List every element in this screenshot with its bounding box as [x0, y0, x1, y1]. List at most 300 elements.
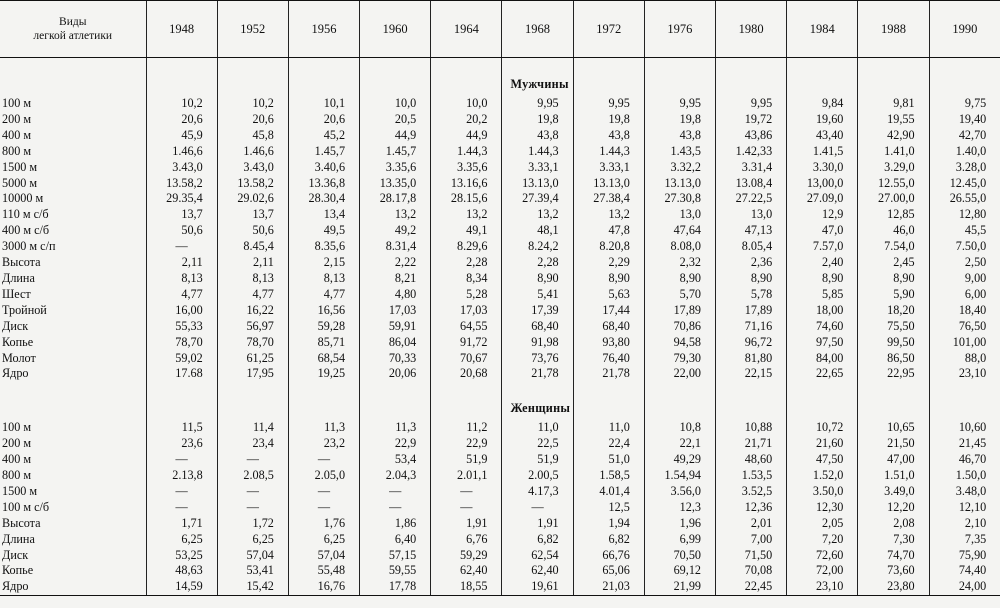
record-value-cell: 22,4 — [573, 436, 644, 452]
record-value-cell: 19,72 — [716, 112, 787, 128]
record-value-cell: 74,40 — [929, 563, 1000, 579]
spacer-row — [0, 382, 1000, 396]
record-value-cell: 18,20 — [858, 303, 929, 319]
record-value-cell: 13.35,0 — [360, 176, 431, 192]
record-value-cell: 47,0 — [787, 223, 858, 239]
record-value-cell: 7.50,0 — [929, 239, 1000, 255]
record-value-cell: 46,0 — [858, 223, 929, 239]
record-value-cell: — — [146, 452, 217, 468]
event-name-cell: 800 м — [2, 143, 32, 158]
record-value-cell: 2.05,0 — [288, 468, 359, 484]
record-value-cell: 17,89 — [644, 303, 715, 319]
year-column-header: 1972 — [573, 1, 644, 58]
record-value-cell: 75,90 — [929, 548, 1000, 564]
record-value-cell: 46,70 — [929, 452, 1000, 468]
record-value-cell: 21,78 — [502, 366, 573, 382]
table-row — [0, 319, 1000, 335]
record-value-cell: 19,8 — [644, 112, 715, 128]
record-value-cell: — — [502, 500, 573, 516]
table-row — [0, 351, 1000, 367]
year-column-header: 1952 — [217, 1, 288, 58]
record-value-cell: 1.51,0 — [858, 468, 929, 484]
table-row — [0, 500, 1000, 516]
record-value-cell: 8,90 — [787, 271, 858, 287]
record-value-cell: 7,00 — [716, 532, 787, 548]
spacer-cell — [644, 382, 715, 396]
record-value-cell: 1,72 — [217, 516, 288, 532]
record-value-cell: 49,5 — [288, 223, 359, 239]
record-value-cell: 11,5 — [146, 420, 217, 436]
section-cell — [573, 72, 644, 96]
record-value-cell: 59,29 — [431, 548, 502, 564]
record-value-cell: 12,36 — [716, 500, 787, 516]
record-value-cell: 22,5 — [502, 436, 573, 452]
record-value-cell: 85,71 — [288, 335, 359, 351]
record-value-cell: 9,00 — [929, 271, 1000, 287]
record-value-cell: 10,60 — [929, 420, 1000, 436]
record-value-cell: 51,9 — [431, 452, 502, 468]
record-value-cell: 3.33,1 — [573, 160, 644, 176]
record-value-cell: — — [146, 484, 217, 500]
record-value-cell: 10,8 — [644, 420, 715, 436]
record-value-cell: 72,00 — [787, 563, 858, 579]
year-column-header: 1948 — [146, 1, 217, 58]
record-value-cell: 99,50 — [858, 335, 929, 351]
record-value-cell: 68,54 — [288, 351, 359, 367]
table-row — [0, 144, 1000, 160]
record-value-cell: 7.57,0 — [787, 239, 858, 255]
record-value-cell: 13,0 — [716, 207, 787, 223]
record-value-cell: 3.56,0 — [644, 484, 715, 500]
table-row — [0, 420, 1000, 436]
record-value-cell: 2,08 — [858, 516, 929, 532]
spacer-cell — [360, 382, 431, 396]
record-value-cell: 19,40 — [929, 112, 1000, 128]
record-value-cell: 43,86 — [716, 128, 787, 144]
record-value-cell: 68,40 — [502, 319, 573, 335]
record-value-cell: 12,3 — [644, 500, 715, 516]
record-value-cell: 45,9 — [146, 128, 217, 144]
record-value-cell: 4,80 — [360, 287, 431, 303]
record-value-cell: 13,2 — [360, 207, 431, 223]
record-value-cell: 22,95 — [858, 366, 929, 382]
year-column-header: 1980 — [716, 1, 787, 58]
record-value-cell: 22,45 — [716, 579, 787, 595]
record-value-cell: 1,86 — [360, 516, 431, 532]
record-value-cell: 9,95 — [644, 96, 715, 112]
record-value-cell: 2,29 — [573, 255, 644, 271]
record-value-cell: 27.30,8 — [644, 191, 715, 207]
record-value-cell: 57,04 — [288, 548, 359, 564]
event-name-cell: Шест — [2, 286, 31, 301]
record-value-cell: 8,90 — [502, 271, 573, 287]
record-value-cell: 45,8 — [217, 128, 288, 144]
record-value-cell: 13,2 — [431, 207, 502, 223]
record-value-cell: 47,64 — [644, 223, 715, 239]
record-value-cell: 47,8 — [573, 223, 644, 239]
record-value-cell: 73,76 — [502, 351, 573, 367]
record-value-cell: 17,89 — [716, 303, 787, 319]
record-value-cell: 44,9 — [360, 128, 431, 144]
record-value-cell: 6,00 — [929, 287, 1000, 303]
record-value-cell: 1,71 — [146, 516, 217, 532]
record-value-cell: 6,25 — [288, 532, 359, 548]
spacer-cell — [360, 58, 431, 73]
record-value-cell: 13.13,0 — [502, 176, 573, 192]
record-value-cell: 1.41,0 — [858, 144, 929, 160]
record-value-cell: — — [217, 500, 288, 516]
record-value-cell: 5,70 — [644, 287, 715, 303]
record-value-cell: 1,76 — [288, 516, 359, 532]
record-value-cell: — — [431, 484, 502, 500]
record-value-cell: 74,70 — [858, 548, 929, 564]
record-value-cell: 1.41,5 — [787, 144, 858, 160]
record-value-cell: 2,15 — [288, 255, 359, 271]
record-value-cell: 7.54,0 — [858, 239, 929, 255]
record-value-cell: 10,1 — [288, 96, 359, 112]
spacer-cell — [787, 58, 858, 73]
section-cell — [146, 72, 217, 96]
event-name-cell: 1500 м — [2, 483, 38, 498]
record-value-cell: 17,39 — [502, 303, 573, 319]
record-value-cell: 2,11 — [217, 255, 288, 271]
spacer-cell — [858, 58, 929, 73]
record-value-cell: 62,40 — [431, 563, 502, 579]
year-column-header: 1960 — [360, 1, 431, 58]
record-value-cell: 10,65 — [858, 420, 929, 436]
record-value-cell: 1.45,7 — [288, 144, 359, 160]
spacer-cell — [146, 58, 217, 73]
event-name-cell: 10000 м — [2, 191, 44, 206]
record-value-cell: 21,03 — [573, 579, 644, 595]
record-value-cell: 1.45,7 — [360, 144, 431, 160]
record-value-cell: 20,6 — [217, 112, 288, 128]
record-value-cell: 13,0 — [644, 207, 715, 223]
record-value-cell: 13,4 — [288, 207, 359, 223]
record-value-cell: 6,82 — [502, 532, 573, 548]
record-value-cell: 2,01 — [716, 516, 787, 532]
record-value-cell: 13.36,8 — [288, 176, 359, 192]
spacer-cell — [288, 58, 359, 73]
table-row — [0, 335, 1000, 351]
record-value-cell: 22,65 — [787, 366, 858, 382]
event-name-cell: 100 м — [2, 420, 32, 435]
table-row — [0, 579, 1000, 595]
record-value-cell: 4.01,4 — [573, 484, 644, 500]
record-value-cell: 3.32,2 — [644, 160, 715, 176]
record-value-cell: 17,95 — [217, 366, 288, 382]
record-value-cell: 2,05 — [787, 516, 858, 532]
record-value-cell: 1.50,0 — [929, 468, 1000, 484]
record-value-cell: 59,02 — [146, 351, 217, 367]
record-value-cell: 17,44 — [573, 303, 644, 319]
event-name-cell: Молот — [2, 350, 36, 365]
record-value-cell: 17,78 — [360, 579, 431, 595]
record-value-cell: 1.44,3 — [502, 144, 573, 160]
record-value-cell: 8,13 — [146, 271, 217, 287]
record-value-cell: 2.01,1 — [431, 468, 502, 484]
section-cell — [0, 396, 146, 420]
record-value-cell: 23,10 — [787, 579, 858, 595]
record-value-cell: 45,5 — [929, 223, 1000, 239]
record-value-cell: 3.40,6 — [288, 160, 359, 176]
table-body — [0, 58, 1000, 596]
record-value-cell: 9,95 — [573, 96, 644, 112]
record-value-cell: 1.43,5 — [644, 144, 715, 160]
record-value-cell: 8.31,4 — [360, 239, 431, 255]
record-value-cell: 28.17,8 — [360, 191, 431, 207]
table-row — [0, 287, 1000, 303]
record-value-cell: 1.40,0 — [929, 144, 1000, 160]
record-value-cell: — — [431, 500, 502, 516]
record-value-cell: 59,28 — [288, 319, 359, 335]
record-value-cell: 8,13 — [217, 271, 288, 287]
record-value-cell: — — [288, 452, 359, 468]
table-row — [0, 484, 1000, 500]
record-value-cell: 6,76 — [431, 532, 502, 548]
record-value-cell: 16,00 — [146, 303, 217, 319]
record-value-cell: 19,8 — [502, 112, 573, 128]
event-name-cell: 400 м — [2, 452, 32, 467]
section-cell — [929, 72, 1000, 96]
record-value-cell: 69,12 — [644, 563, 715, 579]
record-value-cell: 57,15 — [360, 548, 431, 564]
record-value-cell: 2.08,5 — [217, 468, 288, 484]
spacer-cell — [858, 382, 929, 396]
table-row — [0, 176, 1000, 192]
record-value-cell: 19,61 — [502, 579, 573, 595]
table-row — [0, 112, 1000, 128]
record-value-cell: 11,4 — [217, 420, 288, 436]
record-value-cell: 20,2 — [431, 112, 502, 128]
record-value-cell: 71,16 — [716, 319, 787, 335]
spacer-cell — [288, 382, 359, 396]
record-value-cell: 21,50 — [858, 436, 929, 452]
record-value-cell: 8,90 — [858, 271, 929, 287]
spacer-cell — [716, 58, 787, 73]
table-row — [0, 436, 1000, 452]
record-value-cell: 4,77 — [217, 287, 288, 303]
record-value-cell: 2,36 — [716, 255, 787, 271]
record-value-cell: 8,13 — [288, 271, 359, 287]
event-name-cell: 3000 м с/п — [2, 239, 56, 254]
record-value-cell: 1.46,6 — [146, 144, 217, 160]
record-value-cell: 21,78 — [573, 366, 644, 382]
record-value-cell: 5,41 — [502, 287, 573, 303]
record-value-cell: 27.39,4 — [502, 191, 573, 207]
record-value-cell: 1,94 — [573, 516, 644, 532]
section-cell — [716, 396, 787, 420]
record-value-cell: 10,2 — [217, 96, 288, 112]
record-value-cell: 43,8 — [573, 128, 644, 144]
record-value-cell: 13.08,4 — [716, 176, 787, 192]
record-value-cell: 75,50 — [858, 319, 929, 335]
event-name-cell: 400 м — [2, 127, 32, 142]
section-title: Мужчины — [510, 77, 569, 91]
record-value-cell: 20,6 — [288, 112, 359, 128]
spacer-cell — [929, 58, 1000, 73]
table-row — [0, 191, 1000, 207]
section-cell — [716, 72, 787, 96]
table-row — [0, 468, 1000, 484]
section-cell — [787, 72, 858, 96]
record-value-cell: 18,00 — [787, 303, 858, 319]
record-value-cell: 12,20 — [858, 500, 929, 516]
record-value-cell: 26.55,0 — [929, 191, 1000, 207]
record-value-cell: 23,80 — [858, 579, 929, 595]
section-cell — [431, 72, 502, 96]
event-name-cell: Ядро — [2, 366, 29, 381]
record-value-cell: 71,50 — [716, 548, 787, 564]
section-cell — [146, 396, 217, 420]
record-value-cell: 1.53,5 — [716, 468, 787, 484]
record-value-cell: 3.28,0 — [929, 160, 1000, 176]
record-value-cell: 8,90 — [573, 271, 644, 287]
record-value-cell: 3.35,6 — [431, 160, 502, 176]
record-value-cell: 78,70 — [217, 335, 288, 351]
record-value-cell: 12,5 — [573, 500, 644, 516]
section-cell — [431, 396, 502, 420]
record-value-cell: 70,33 — [360, 351, 431, 367]
record-value-cell: 53,4 — [360, 452, 431, 468]
record-value-cell: 4,77 — [146, 287, 217, 303]
record-value-cell: 2.00,5 — [502, 468, 573, 484]
record-value-cell: 12,80 — [929, 207, 1000, 223]
record-value-cell: 49,2 — [360, 223, 431, 239]
record-value-cell: 22,00 — [644, 366, 715, 382]
record-value-cell: 8,90 — [716, 271, 787, 287]
record-value-cell: 1.44,3 — [573, 144, 644, 160]
record-value-cell: 10,0 — [360, 96, 431, 112]
record-value-cell: 49,29 — [644, 452, 715, 468]
record-value-cell: 70,86 — [644, 319, 715, 335]
section-cell — [644, 396, 715, 420]
record-value-cell: 70,50 — [644, 548, 715, 564]
record-value-cell: 1,91 — [502, 516, 573, 532]
record-value-cell: 29.35,4 — [146, 191, 217, 207]
table-row — [0, 516, 1000, 532]
section-cell — [217, 72, 288, 96]
header-row — [0, 1, 1000, 58]
record-value-cell: 11,0 — [502, 420, 573, 436]
record-value-cell: 7,20 — [787, 532, 858, 548]
record-value-cell: 59,55 — [360, 563, 431, 579]
event-name-cell: 100 м — [2, 96, 32, 110]
record-value-cell: 5,63 — [573, 287, 644, 303]
record-value-cell: 62,54 — [502, 548, 573, 564]
record-value-cell: 20,6 — [146, 112, 217, 128]
section-cell — [644, 72, 715, 96]
record-value-cell: 55,48 — [288, 563, 359, 579]
record-value-cell: 3.35,6 — [360, 160, 431, 176]
record-value-cell: 20,06 — [360, 366, 431, 382]
record-value-cell: 17,03 — [431, 303, 502, 319]
record-value-cell: 2,11 — [146, 255, 217, 271]
record-value-cell: 5,78 — [716, 287, 787, 303]
record-value-cell: 81,80 — [716, 351, 787, 367]
record-value-cell: 64,55 — [431, 319, 502, 335]
record-value-cell: 27.22,5 — [716, 191, 787, 207]
record-value-cell: 70,08 — [716, 563, 787, 579]
section-cell — [573, 396, 644, 420]
record-value-cell: 18,40 — [929, 303, 1000, 319]
record-value-cell: — — [146, 500, 217, 516]
record-value-cell: 43,40 — [787, 128, 858, 144]
event-name-cell: 200 м — [2, 111, 32, 126]
record-value-cell: 1.58,5 — [573, 468, 644, 484]
spacer-cell — [716, 382, 787, 396]
record-value-cell: 94,58 — [644, 335, 715, 351]
record-value-cell: 12,10 — [929, 500, 1000, 516]
record-value-cell: 27.00,0 — [858, 191, 929, 207]
record-value-cell: 3.49,0 — [858, 484, 929, 500]
record-value-cell: 53,25 — [146, 548, 217, 564]
record-value-cell: 3.31,4 — [716, 160, 787, 176]
section-cell — [217, 396, 288, 420]
record-value-cell: 6,82 — [573, 532, 644, 548]
event-name-cell: 110 м с/б — [2, 207, 49, 222]
record-value-cell: 76,50 — [929, 319, 1000, 335]
record-value-cell: 19,55 — [858, 112, 929, 128]
spacer-cell — [0, 382, 146, 396]
spacer-cell — [431, 58, 502, 73]
year-column-header: 1988 — [858, 1, 929, 58]
record-value-cell: — — [288, 500, 359, 516]
event-name-cell: Высота — [2, 255, 41, 270]
record-value-cell: 2,28 — [502, 255, 573, 271]
record-value-cell: 16,56 — [288, 303, 359, 319]
event-name-cell: Длина — [2, 270, 35, 285]
spacer-cell — [644, 58, 715, 73]
record-value-cell: 61,25 — [217, 351, 288, 367]
event-name-cell: Высота — [2, 515, 41, 530]
record-value-cell: 86,50 — [858, 351, 929, 367]
record-value-cell: 22,9 — [431, 436, 502, 452]
record-value-cell: — — [217, 484, 288, 500]
section-cell — [288, 72, 359, 96]
record-value-cell: 10,88 — [716, 420, 787, 436]
record-value-cell: 23,10 — [929, 366, 1000, 382]
record-value-cell: 27.09,0 — [787, 191, 858, 207]
record-value-cell: 45,2 — [288, 128, 359, 144]
record-value-cell: 21,71 — [716, 436, 787, 452]
record-value-cell: 13,7 — [217, 207, 288, 223]
record-value-cell: 11,0 — [573, 420, 644, 436]
spacer-cell — [217, 382, 288, 396]
event-name-cell: Копье — [2, 334, 34, 349]
record-value-cell: 42,90 — [858, 128, 929, 144]
record-value-cell: 23,2 — [288, 436, 359, 452]
spacer-cell — [573, 58, 644, 73]
record-value-cell: 1,96 — [644, 516, 715, 532]
table-row — [0, 452, 1000, 468]
record-value-cell: 96,72 — [716, 335, 787, 351]
spacer-cell — [929, 382, 1000, 396]
section-cell — [929, 396, 1000, 420]
spacer-cell — [431, 382, 502, 396]
record-value-cell: 43,8 — [502, 128, 573, 144]
table-row — [0, 548, 1000, 564]
record-value-cell: 23,4 — [217, 436, 288, 452]
section-cell — [502, 72, 573, 96]
section-cell — [502, 396, 573, 420]
event-column-header: Виды легкой атлетики — [0, 1, 146, 58]
record-value-cell: 10,72 — [787, 420, 858, 436]
record-value-cell: 19,8 — [573, 112, 644, 128]
record-value-cell: 3.43,0 — [217, 160, 288, 176]
record-value-cell: 19,25 — [288, 366, 359, 382]
record-value-cell: 7,35 — [929, 532, 1000, 548]
